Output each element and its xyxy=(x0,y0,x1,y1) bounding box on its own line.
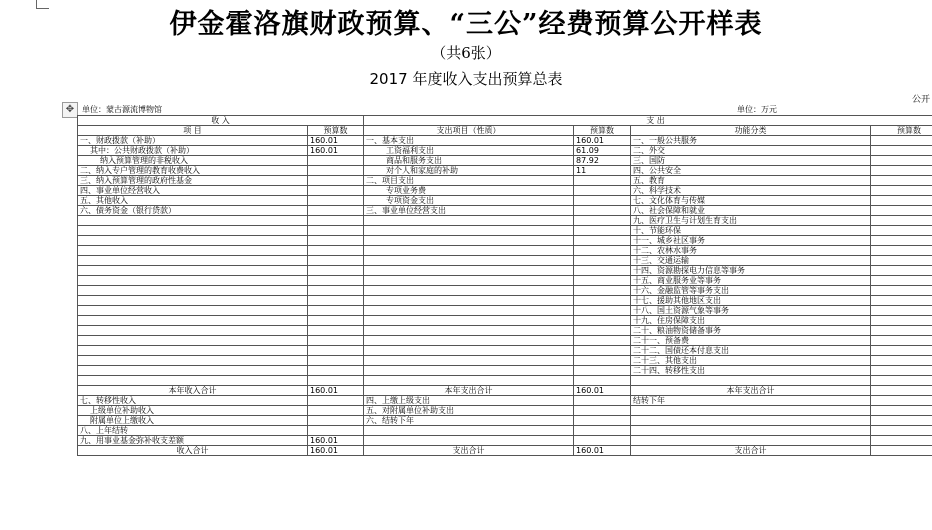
income-amount-cell xyxy=(308,236,364,246)
income-item-cell xyxy=(78,266,308,276)
income-amount-cell: 160.01 xyxy=(308,436,364,446)
expense-item-cell: 专项业务费 xyxy=(364,186,574,196)
income-amount-cell xyxy=(308,266,364,276)
income-item-cell xyxy=(78,216,308,226)
income-item-cell: 五、其他收入 xyxy=(78,196,308,206)
table-row xyxy=(78,176,932,186)
expense-item-cell xyxy=(364,426,574,436)
functional-class-cell: 十四、资源勘探电力信息等事务 xyxy=(631,266,871,276)
functional-amount-cell xyxy=(871,236,932,246)
table-row xyxy=(78,236,932,246)
income-amount-cell xyxy=(308,196,364,206)
table-row xyxy=(78,436,932,446)
expense-item-cell xyxy=(364,226,574,236)
income-item-cell xyxy=(78,346,308,356)
table-row xyxy=(78,416,932,426)
unit-organization: 单位：蒙古源流博物馆 xyxy=(82,105,162,114)
table-row xyxy=(78,276,932,286)
functional-class-cell: 十八、国土资源气象等事务 xyxy=(631,306,871,316)
functional-class-cell: 三、国防 xyxy=(631,156,871,166)
income-total-label: 收入合计 xyxy=(78,446,308,456)
functional-total-label: 本年支出合计 xyxy=(631,386,871,396)
expense-amount-cell xyxy=(574,436,631,446)
functional-amount-cell xyxy=(871,206,932,216)
income-item-cell xyxy=(78,326,308,336)
expense-amount-cell xyxy=(574,336,631,346)
expense-amount-cell xyxy=(574,256,631,266)
functional-amount-cell xyxy=(871,326,932,336)
income-item-cell: 六、债务资金（银行贷款） xyxy=(78,206,308,216)
functional-amount-cell xyxy=(871,346,932,356)
functional-amount-cell xyxy=(871,226,932,236)
column-header-row xyxy=(78,126,932,136)
table-row xyxy=(78,196,932,206)
functional-class-cell: 四、公共安全 xyxy=(631,166,871,176)
expense-amount-cell xyxy=(574,246,631,256)
expense-item-cell xyxy=(364,296,574,306)
income-amount-cell xyxy=(308,216,364,226)
total-row xyxy=(78,446,932,456)
functional-amount-cell xyxy=(871,406,932,416)
table-row xyxy=(78,336,932,346)
table-row xyxy=(78,256,932,266)
income-amount-cell xyxy=(308,356,364,366)
expense-item-cell xyxy=(364,376,574,386)
income-amount-cell xyxy=(308,206,364,216)
table-row xyxy=(78,226,932,236)
functional-amount-cell xyxy=(871,266,932,276)
expense-item-cell xyxy=(364,366,574,376)
functional-amount-cell xyxy=(871,336,932,346)
functional-amount-cell xyxy=(871,146,932,156)
functional-class-cell: 二十二、国债还本付息支出 xyxy=(631,346,871,356)
table-row xyxy=(78,216,932,226)
table-row xyxy=(78,246,932,256)
expense-nature-header: 支出项目（性质） xyxy=(364,126,574,136)
expense-amount-cell xyxy=(574,216,631,226)
expense-total-amount: 160.01 xyxy=(574,386,631,396)
income-amount-cell xyxy=(308,406,364,416)
expense-amount-cell xyxy=(574,196,631,206)
expense-item-cell xyxy=(364,316,574,326)
expense-item-cell: 四、上缴上级支出 xyxy=(364,396,574,406)
functional-amount-cell xyxy=(871,436,932,446)
expense-amount-cell xyxy=(574,266,631,276)
income-item-cell: 九、用事业基金弥补收支差额 xyxy=(78,436,308,446)
expense-amount-cell xyxy=(574,296,631,306)
table-row xyxy=(78,406,932,416)
page-title: 伊金霍洛旗财政预算、“三公”经费预算公开样表 xyxy=(169,9,763,40)
total-row xyxy=(78,386,932,396)
income-item-header: 项 目 xyxy=(78,126,308,136)
income-item-cell xyxy=(78,306,308,316)
expense-amount-cell xyxy=(574,226,631,236)
income-total-amount: 160.01 xyxy=(308,446,364,456)
functional-class-cell: 十一、城乡社区事务 xyxy=(631,236,871,246)
expense-amount-header: 预算数 xyxy=(574,126,631,136)
functional-class-cell: 五、教育 xyxy=(631,176,871,186)
functional-class-cell: 一、一般公共服务 xyxy=(631,136,871,146)
expense-total-label: 本年支出合计 xyxy=(364,386,574,396)
income-item-cell xyxy=(78,316,308,326)
functional-class-cell: 二十四、转移性支出 xyxy=(631,366,871,376)
expense-item-cell: 五、对附属单位补助支出 xyxy=(364,406,574,416)
expense-item-cell: 三、事业单位经营支出 xyxy=(364,206,574,216)
expense-item-cell xyxy=(364,266,574,276)
functional-class-cell xyxy=(631,416,871,426)
income-item-cell: 七、转移性收入 xyxy=(78,396,308,406)
income-item-cell: 三、纳入预算管理的政府性基金 xyxy=(78,176,308,186)
table-row xyxy=(78,296,932,306)
group-header-row xyxy=(78,116,932,126)
income-item-cell: 四、事业单位经营收入 xyxy=(78,186,308,196)
expense-amount-cell xyxy=(574,236,631,246)
functional-class-header: 功能分类 xyxy=(631,126,871,136)
unit-currency: 单位：万元 xyxy=(737,105,777,114)
expense-amount-cell xyxy=(574,306,631,316)
functional-class-cell xyxy=(631,426,871,436)
income-amount-cell xyxy=(308,176,364,186)
income-item-cell xyxy=(78,246,308,256)
income-amount-cell xyxy=(308,426,364,436)
functional-class-cell: 十九、住房保障支出 xyxy=(631,316,871,326)
functional-amount-cell xyxy=(871,186,932,196)
income-amount-cell xyxy=(308,396,364,406)
public-label: 公开 xyxy=(911,95,930,105)
income-group-header: 收 入 xyxy=(78,116,364,126)
income-amount-cell xyxy=(308,326,364,336)
functional-amount-cell xyxy=(871,276,932,286)
functional-class-cell: 十七、援助其他地区支出 xyxy=(631,296,871,306)
income-item-cell: 附属单位上缴收入 xyxy=(78,416,308,426)
functional-total-amount xyxy=(871,386,932,396)
functional-class-cell: 十、节能环保 xyxy=(631,226,871,236)
income-item-cell xyxy=(78,276,308,286)
functional-amount-cell xyxy=(871,376,932,386)
expense-amount-cell: 61.09 xyxy=(574,146,631,156)
table-row xyxy=(78,146,932,156)
income-amount-cell xyxy=(308,366,364,376)
income-amount-cell xyxy=(308,306,364,316)
income-item-cell xyxy=(78,336,308,346)
table-row xyxy=(78,316,932,326)
expense-amount-cell xyxy=(574,416,631,426)
functional-amount-cell xyxy=(871,196,932,206)
income-amount-cell xyxy=(308,156,364,166)
expense-amount-cell xyxy=(574,326,631,336)
income-amount-cell: 160.01 xyxy=(308,136,364,146)
expense-amount-cell: 160.01 xyxy=(574,136,631,146)
expense-amount-cell xyxy=(574,366,631,376)
functional-class-cell: 十五、商业服务业等事务 xyxy=(631,276,871,286)
functional-class-cell: 七、文化体育与传媒 xyxy=(631,196,871,206)
functional-class-cell: 六、科学技术 xyxy=(631,186,871,196)
functional-amount-cell xyxy=(871,216,932,226)
income-item-cell xyxy=(78,376,308,386)
income-amount-cell xyxy=(308,166,364,176)
income-item-cell: 一、财政拨款（补助） xyxy=(78,136,308,146)
expense-amount-cell xyxy=(574,206,631,216)
page-subtitle: （共6张） xyxy=(431,44,501,62)
table-row xyxy=(78,206,932,216)
income-item-cell: 二、纳入专户管理的教育收费收入 xyxy=(78,166,308,176)
expense-amount-cell xyxy=(574,276,631,286)
functional-amount-cell xyxy=(871,416,932,426)
expense-item-cell xyxy=(364,326,574,336)
income-total-label: 本年收入合计 xyxy=(78,386,308,396)
expense-item-cell: 二、项目支出 xyxy=(364,176,574,186)
expense-item-cell xyxy=(364,306,574,316)
expense-amount-cell xyxy=(574,396,631,406)
table-row xyxy=(78,366,932,376)
expense-amount-cell: 11 xyxy=(574,166,631,176)
functional-amount-cell xyxy=(871,286,932,296)
expense-item-cell: 工资福利支出 xyxy=(364,146,574,156)
income-item-cell: 其中：公共财政拨款（补助） xyxy=(78,146,308,156)
expense-item-cell xyxy=(364,246,574,256)
functional-amount-cell xyxy=(871,166,932,176)
functional-class-cell: 结转下年 xyxy=(631,396,871,406)
functional-class-cell xyxy=(631,406,871,416)
functional-amount-cell xyxy=(871,256,932,266)
functional-amount-cell xyxy=(871,156,932,166)
functional-amount-cell xyxy=(871,366,932,376)
table-title: 2017 年度收入支出预算总表 xyxy=(369,70,563,88)
income-amount-cell xyxy=(308,416,364,426)
income-amount-header: 预算数 xyxy=(308,126,364,136)
income-amount-cell xyxy=(308,346,364,356)
functional-total-amount xyxy=(871,446,932,456)
functional-amount-cell xyxy=(871,396,932,406)
table-row xyxy=(78,396,932,406)
functional-class-cell: 二十三、其他支出 xyxy=(631,356,871,366)
income-amount-cell xyxy=(308,316,364,326)
functional-amount-cell xyxy=(871,296,932,306)
table-row xyxy=(78,166,932,176)
expense-amount-cell xyxy=(574,176,631,186)
expense-item-cell xyxy=(364,356,574,366)
table-row xyxy=(78,156,932,166)
expense-amount-cell xyxy=(574,316,631,326)
income-item-cell xyxy=(78,356,308,366)
functional-total-label: 支出合计 xyxy=(631,446,871,456)
income-amount-cell xyxy=(308,186,364,196)
income-amount-cell xyxy=(308,256,364,266)
table-row xyxy=(78,376,932,386)
income-item-cell xyxy=(78,236,308,246)
income-item-cell xyxy=(78,296,308,306)
expense-item-cell: 商品和服务支出 xyxy=(364,156,574,166)
income-item-cell xyxy=(78,286,308,296)
functional-class-cell: 九、医疗卫生与计划生育支出 xyxy=(631,216,871,226)
table-row xyxy=(78,136,932,146)
expense-item-cell xyxy=(364,216,574,226)
expense-item-cell xyxy=(364,256,574,266)
expense-amount-cell xyxy=(574,286,631,296)
income-amount-cell xyxy=(308,226,364,236)
income-amount-cell xyxy=(308,246,364,256)
functional-amount-cell xyxy=(871,316,932,326)
income-amount-cell: 160.01 xyxy=(308,146,364,156)
expense-amount-cell xyxy=(574,186,631,196)
functional-class-cell: 十三、交通运输 xyxy=(631,256,871,266)
expense-total-label: 支出合计 xyxy=(364,446,574,456)
table-row xyxy=(78,326,932,336)
functional-amount-cell xyxy=(871,356,932,366)
functional-class-cell xyxy=(631,376,871,386)
expense-item-cell: 六、结转下年 xyxy=(364,416,574,426)
functional-class-cell: 二十一、预备费 xyxy=(631,336,871,346)
expense-amount-cell: 87.92 xyxy=(574,156,631,166)
expense-amount-cell xyxy=(574,376,631,386)
expense-amount-cell xyxy=(574,356,631,366)
expense-item-cell xyxy=(364,336,574,346)
table-row xyxy=(78,426,932,436)
functional-class-cell: 十六、金融监管等事务支出 xyxy=(631,286,871,296)
expense-item-cell xyxy=(364,276,574,286)
functional-amount-header: 预算数 xyxy=(871,126,932,136)
functional-class-cell xyxy=(631,436,871,446)
table-row xyxy=(78,356,932,366)
functional-amount-cell xyxy=(871,136,932,146)
expense-amount-cell xyxy=(574,346,631,356)
expense-amount-cell xyxy=(574,406,631,416)
functional-class-cell: 十二、农林水事务 xyxy=(631,246,871,256)
functional-amount-cell xyxy=(871,306,932,316)
expense-group-header: 支 出 xyxy=(364,116,932,126)
income-amount-cell xyxy=(308,296,364,306)
expense-item-cell xyxy=(364,346,574,356)
expense-item-cell xyxy=(364,436,574,446)
income-item-cell: 纳入预算管理的非税收入 xyxy=(78,156,308,166)
income-item-cell xyxy=(78,256,308,266)
functional-class-cell: 二十、粮油物资储备事务 xyxy=(631,326,871,336)
functional-amount-cell xyxy=(871,426,932,436)
income-amount-cell xyxy=(308,286,364,296)
income-amount-cell xyxy=(308,276,364,286)
table-row xyxy=(78,186,932,196)
expense-item-cell xyxy=(364,286,574,296)
income-item-cell: 上级单位补助收入 xyxy=(78,406,308,416)
expense-total-amount: 160.01 xyxy=(574,446,631,456)
table-move-handle-icon[interactable]: ✥ xyxy=(62,102,78,118)
table-row xyxy=(78,286,932,296)
income-item-cell: 八、上年结转 xyxy=(78,426,308,436)
expense-item-cell: 对个人和家庭的补助 xyxy=(364,166,574,176)
income-amount-cell xyxy=(308,336,364,346)
income-amount-cell xyxy=(308,376,364,386)
table-row xyxy=(78,266,932,276)
income-item-cell xyxy=(78,226,308,236)
table-row xyxy=(78,306,932,316)
expense-item-cell: 专项资金支出 xyxy=(364,196,574,206)
functional-amount-cell xyxy=(871,176,932,186)
expense-amount-cell xyxy=(574,426,631,436)
functional-amount-cell xyxy=(871,246,932,256)
functional-class-cell: 二、外交 xyxy=(631,146,871,156)
income-total-amount: 160.01 xyxy=(308,386,364,396)
expense-item-cell xyxy=(364,236,574,246)
table-row xyxy=(78,346,932,356)
income-item-cell xyxy=(78,366,308,376)
functional-class-cell: 八、社会保障和就业 xyxy=(631,206,871,216)
expense-item-cell: 一、基本支出 xyxy=(364,136,574,146)
budget-summary-table xyxy=(77,115,932,456)
